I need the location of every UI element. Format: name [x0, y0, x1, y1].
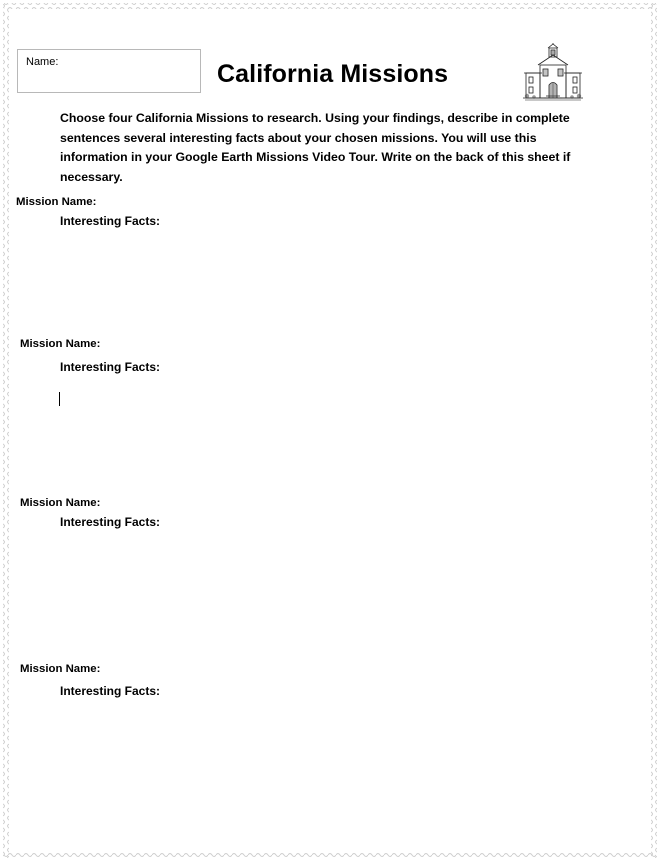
instructions-text: Choose four California Missions to research. Using your findings, describe in complete sentences several interesting facts about your chosen missions. You will use this information in your Google Earth Missions Video Tour. Write on the back of this sheet if necessary. — [60, 111, 571, 184]
interesting-facts-label-3: Interesting Facts: — [60, 515, 161, 529]
name-field[interactable] — [17, 49, 201, 93]
mission-name-label-3: Mission Name: — [20, 497, 101, 509]
interesting-facts-label-4: Interesting Facts: — [60, 684, 161, 698]
page-title: California Missions — [217, 60, 449, 88]
mission-name-label-4: Mission Name: — [20, 663, 101, 675]
mission-building-icon — [522, 43, 584, 101]
name-label: Name: — [26, 56, 59, 68]
mission-name-label-2: Mission Name: — [20, 338, 101, 350]
interesting-facts-label-2: Interesting Facts: — [60, 360, 161, 374]
text-cursor — [59, 392, 60, 406]
mission-name-label-1: Mission Name: — [16, 196, 97, 208]
interesting-facts-label-1: Interesting Facts: — [60, 214, 161, 228]
